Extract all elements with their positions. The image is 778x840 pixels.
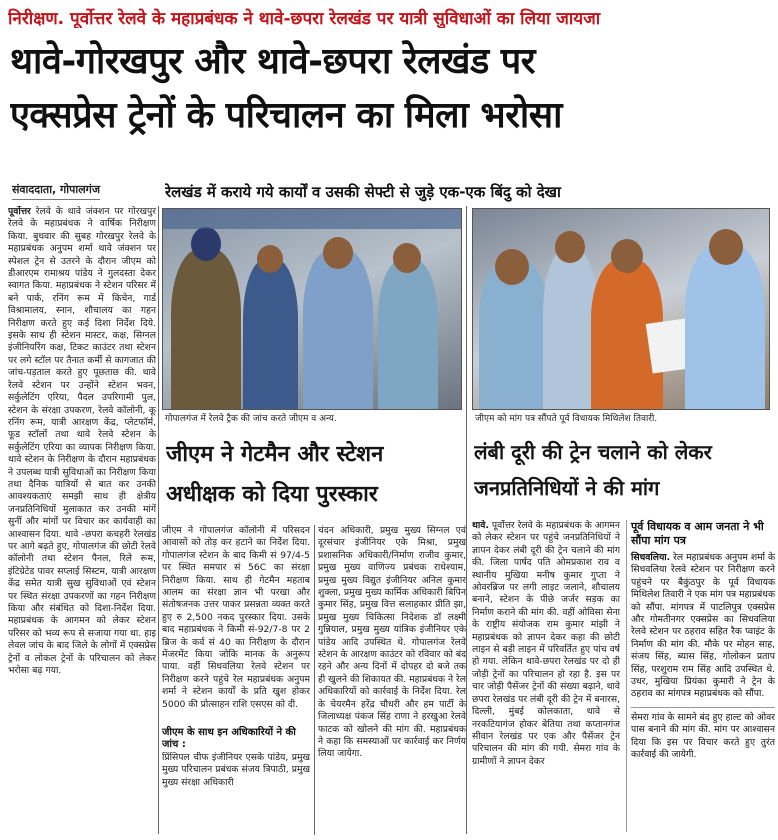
- gm-story-column-1: जीएम ने गोपालगंज कॉलोनी में परिसदन आवासों को तोड़ कर हटाने का निर्देश दिया. गोपालगंज स्टेशन के बाद किमी सं 97/4-5 पर स्थित समपार सं 56C का संरक्षा निरीक्षण किया. साथ ही गेटमैन महताब आलम का संरक्षा ज्ञान भी परखा और संतोषजनक उत्तर पाकर प्रसन्नता व्यक्त करते हुए रु 2,500 नकद पुरस्कार दिया. उसके बाद महाप्रबंधक ने किमी सं-92/7-8 पर 2 ब्रिज के कर्व सं 40 का निरीक्षण के दौरान मेंजरमेंट किया जोकि मानक के अनुरूप पाया. वहीं सिधवलिया रेलवे स्टेशन पर निरीक्षण करने पहुंचे रेल महाप्रबंधक अनुपम शर्मा ने स्टेशन कार्यों के प्रति खुश होकर 5000 की प्रोत्साहन राशि एसएस को दी.: [162, 525, 310, 710]
- person-figure: [243, 259, 298, 409]
- person-head: [257, 245, 283, 273]
- headline-line-2: एक्सप्रेस ट्रेनों के परिचालन का मिला भरोसा: [10, 95, 562, 136]
- photo-2-caption: जीएम को मांग पत्र सौंपते पूर्व विधायक मिथिलेश तिवारी.: [472, 410, 774, 426]
- demand-story-headline-2: जनप्रतिनिधियों ने की मांग: [474, 476, 660, 500]
- gm-story-column-1b: प्रिंसिपल चीफ इंजीनियर एसके पांडेय, प्रमुख मुख्य परिचालन प्रबंधक संजय त्रिपाठी, प्रमुख मुख्य संरक्षा अधिकारी: [162, 752, 310, 788]
- left-column-lead: पूर्वोत्तर: [8, 206, 31, 217]
- sidebar-text: रेल महाप्रबंधक अनुपम शर्मा के सिधवलिया रेलवे स्टेशन पर निरीक्षण करने पहुंचने पर बैकुंठपुर के पूर्व विधायक मिथिलेश तिवारी ने एक मांग पत्र महाप्रबंधक को सौंपा. मांगपत्र में पाटलिपुत्र एक्सप्रेस और गोमतीनगर एक्सप्रेस का सिधवलिया रेलवे स्टेशन पर ठहराव सहित रैक प्वाइंट के निर्माण की मांग की. मौके पर मोहन साह, संजय सिंह, ब्यास सिंह, गोलोकन प्रताप सिंह, परशुराम राम सिंह आदि उपस्थित थे. उधर, मुखिया प्रियंका कुमारी ने ट्रेन के ठहराव का मांगपत्र महाप्रबंधक को सौंपा.: [631, 552, 775, 700]
- sidebar-continuation: सेमरा गांव के सामने बंद हुए हाल्ट को ओवर पास बनाने की मांग की. मांग पर आश्वासन दिया कि इस पर विचार करते हुए तुरंत कार्रवाई की जायेगी.: [631, 707, 775, 762]
- demand-story-body: पूर्वोत्तर रेलवे के महाप्रबंधक के आगमन को लेकर स्टेशन पर पहुंचे जनप्रतिनिधियों ने ज्ञापन देकर लंबी दूरी की ट्रेन चलाने की मांग की. जिला पार्षद पति ओमप्रकाश राव व स्थानीय मुखिया मनीष कुमार गुप्ता ने ओवरब्रिज पर लगी लाइट जलाने, शौचालय बनाने, स्टेशन के पीछे जर्जर सड़क का निर्माण कराने की मांग की. वहीं ओविसा सेना के राष्ट्रीय संयोजक राम कुमार मांझी ने महाप्रबंधक को ज्ञापन देकर कहा की छोटी लाइन से बड़ी लाइन में परिवर्तित हुए पांच वर्ष हो गया. लेकिन थावे-छपरा रेलखंड पर दो ही जोड़ी ट्रेनों का परिचालन हो रहा है. इस पर चार जोड़ी पैसेंजर ट्रेनों की संख्या बढ़ाने, थावे छपरा रेलखंड पर लंबी दूरी की ट्रेन में बनारस, दिल्ली, मुंबई कोलकाता, थावे से नरकटियागंज होकर बेतिया तथा कप्तानगंज सीवान रेलखंड पर एक और पैसेंजर ट्रेन परिचालन की मांग की गयी. सेमरा गांव के ग्रामीणों ने ज्ञापन देकर: [472, 520, 620, 767]
- gm-story-headline-1: जीएम ने गेटमैन और स्टेशन: [166, 442, 384, 467]
- photo-gm-inspection: [162, 208, 462, 410]
- byline: संवाददाता, गोपालगंज: [12, 182, 100, 200]
- photo-memorandum: [472, 208, 770, 410]
- person-figure: [303, 249, 373, 409]
- person-figure: [171, 249, 241, 409]
- column-rule: [466, 206, 467, 834]
- sidebar-headline: पूर्व विधायक व आम जनता ने भी सौंपा मांग पत्र: [631, 520, 764, 547]
- person-figure: [378, 259, 438, 409]
- person-head: [555, 231, 585, 263]
- left-column-body: रेलवे के थावे जंक्शन पर गोरखपुर रेलवे के महाप्रबंधक ने वार्षिक निरीक्षण किया. बुधवार की सुबह गोरखपुर रेलवे के महाप्रबंधक अनुपम शर्मा थावे जंक्शन पर स्पेशल ट्रेन से उतरने के दौरान जीएम को डीआरएम रामाश्रय पांडेय ने गुलदस्ता देकर स्वागत किया. महाप्रबंधक ने स्टेशन परिसर में बने पार्क, रनिंग रूम में किचेन, गार्ड विश्रामालय, स्नान, शौचालय का गहन निरीक्षण करते हुए कई दिशा निर्देश दिये. इसके साथ ही स्टेशन मास्टर, कक्ष, सिग्नल इंजीनियरिंग कक्ष, टिकट काउंटर तथा स्टेशन पर लगे स्टॉल पर तैनात कर्मी से कागजात की जांच-पड़ताल करते हुए पूछताछ की. थावे रेलवे स्टेशन पर उन्होंने स्टेशन भवन, सर्कुलेटिंग एरिया, पैदल उपरिगामी पुल, स्टेशन के संरक्षा उपकरण, रेलवे कॉलोनी, कू रनिंग रूम, यात्री आरक्षण केंद्र, प्लेटफॉर्म, फूड स्टॉलों तथा थावे रेलवे स्टेशन के सर्कुलेटिंग एरिया का व्यापक निरीक्षण किया. थावे स्टेशन के निरीक्षण के दौरान महाप्रबंधक ने उपलब्ध यात्री सुविधाओं का निरीक्षण किया तथा दैनिक यात्रियों से बात कर उनकी आवश्यकताएं समझी साथ ही क्षेत्रीय जनप्रतिनिधियों मुलाकात कर उनकी मांगें सुनीं और मांगों पर विचार कर कार्यवाही का आश्वासन दिया. थावे -छपरा कचहरी रेलखंड पर आगे बढ़ते हुए, गोपालगंज की छोटी रेलवे कॉलोनी तथा स्टेशन पैनल, रिले रूम, इंटिग्रेटेड पावर सप्लाई सिस्टम, यात्री आरक्षण केंद्र समेत यात्री सुख सुविधाओं एवं स्टेशन पर स्थित संरक्षा उपकरणों का गहन निरीक्षण किया और संबंधित को दिशा-निर्देश दिया. महाप्रबंधक के आगमन को लेकर स्टेशन परिसर को भव्य रूप से सजाया गया था. हाइ लेवल जांच के बाद जिले के लोगों में एक्सप्रेस ट्रेनों व लोकल ट्रेनों के परिचालन को लेकर भरोसा बढ़ गया.: [8, 206, 156, 677]
- kicker-line: [8, 6, 770, 28]
- sidebar-lead: सिधवलिया.: [631, 552, 671, 563]
- person-figure: [685, 244, 765, 409]
- column-rule: [158, 206, 159, 834]
- kicker-tag: निरीक्षण.: [8, 9, 65, 28]
- subheadline: रेलखंड में कराये गये कार्यों व उसकी सेफ्टी से जुड़े एक-एक बिंदु को देखा: [165, 183, 561, 201]
- kicker-text: पूर्वोत्तर रेलवे के महाप्रबंधक ने थावे-छपरा रेलखंड पर यात्री सुविधाओं का लिया जायजा: [64, 9, 601, 28]
- sidebar-body: [631, 552, 775, 701]
- demand-story-column: [472, 520, 620, 835]
- gm-story-subhead: जीएम के साथ इन अधिकारियों ने की जांच :: [162, 727, 296, 750]
- sidebar-box: [626, 520, 775, 832]
- person-head: [323, 237, 353, 269]
- demand-story-headline-1: लंबी दूरी की ट्रेन चलाने को लेकर: [474, 440, 712, 464]
- person-figure: [543, 249, 598, 409]
- gm-story-column-2: चंदन अधिकारी, प्रमुख मुख्य सिग्नल एवं दूरसंचार इंजीनियर एके मिश्रा, प्रमुख प्रशासनिक अधिकारी/निर्माण राजीव कुमार, प्रमुख मुख्य वाणिज्य प्रबंधक राधेश्याम, प्रमुख मुख्य विद्युत इंजीनियर अनिल कुमार शुक्ला, प्रमुख मुख्य कार्मिक अधिकारी बिपिन कुमार सिंह, प्रमुख वित्त सलाहकार प्रीति झा, प्रमुख मुख्य चिकित्सा निदेशक डॉ लक्ष्मी गुन्नियाल, प्रमुख मुख्य यांत्रिक इंजीनियर एके पांडेय आदि उपस्थित थे. गोपालगंज रेलवे स्टेशन के आरक्षण काउंटर को रविवार को बंद रहने और अन्य दिनों में दोपहर दो बजे तक ही खुलने की शिकायत की. महाप्रबंधक ने रेल अधिकारियों को कार्रवाई के निर्देश दिया. रेल के चेयरमैन हरेंद्र चौधरी और हम पार्टी के जिलाध्यक्ष पंकज सिंह राणा ने हरखुआ रेलवे फाटक को खोलने की मांग की. महाप्रबंधक ने कहा कि समस्याओं पर कार्रवाई कर निर्णय लिया जायेगा.: [318, 525, 466, 760]
- person-head: [709, 229, 743, 265]
- person-head: [393, 243, 421, 273]
- person-head: [191, 227, 221, 261]
- train-background: [163, 209, 461, 229]
- demand-story-lead: थावे.: [472, 520, 489, 531]
- photo-1-caption: गोपालगंज में रेलवे ट्रैक की जांच करते जीएम व अन्य.: [162, 410, 466, 426]
- left-column-text: [8, 206, 156, 834]
- gm-story-headline-2: अधीक्षक को दिया पुरस्कार: [166, 482, 378, 507]
- headline-line-1: थावे-गोरखपुर और थावे-छपरा रेलखंड पर: [10, 41, 535, 82]
- person-head: [611, 239, 643, 273]
- column-rule: [314, 525, 315, 835]
- person-head: [495, 249, 529, 285]
